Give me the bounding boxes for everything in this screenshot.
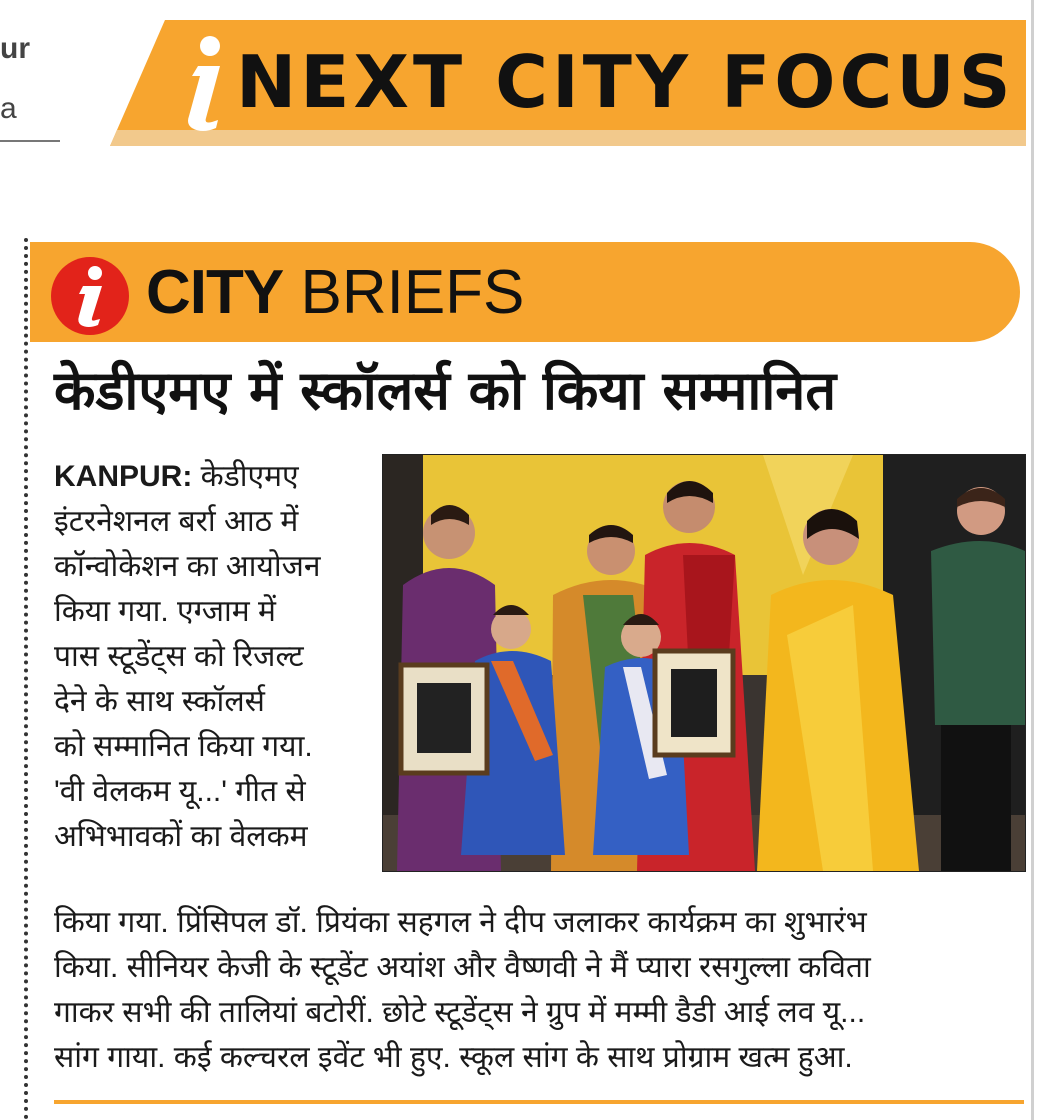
article-line: इंटरनेशनल बर्रा आठ में bbox=[54, 505, 299, 538]
article-line: को सम्मानित किया गया. bbox=[54, 730, 313, 763]
adjacent-text-top: ur bbox=[0, 32, 30, 65]
column-separator bbox=[24, 238, 28, 1120]
article-line: देने के साथ स्कॉलर्स bbox=[54, 685, 265, 718]
i-circle-logo-icon bbox=[50, 256, 130, 336]
article-photo bbox=[382, 454, 1026, 872]
city-briefs-title-rest: BRIEFS bbox=[300, 258, 525, 327]
article-line: किया गया. प्रिंसिपल डॉ. प्रियंका सहगल ने दीप जलाकर कार्यक्रम का शुभारंभ bbox=[54, 906, 867, 939]
inext-i-logo-icon bbox=[176, 34, 232, 132]
article-body-wide bbox=[54, 900, 1024, 1080]
article-headline: केडीएमए में स्कॉलर्स को किया सम्मानित bbox=[54, 359, 837, 422]
article-dateline: KANPUR: bbox=[54, 460, 193, 493]
article-line: किया. सीनियर केजी के स्टूडेंट अयांश और वैष्णवी ने मैं प्यारा रसगुल्ला कविता bbox=[54, 951, 871, 984]
article-line: केडीएमए bbox=[200, 460, 299, 493]
adjacent-text-bottom: a bbox=[0, 92, 17, 125]
page-section-title: NEXT CITY FOCUS bbox=[236, 40, 1015, 124]
article-body-narrow bbox=[54, 454, 376, 859]
article-bottom-rule bbox=[54, 1100, 1024, 1104]
ceremony-photo-illustration bbox=[383, 455, 1025, 871]
article-line: सांग गाया. कई कल्चरल इवेंट भी हुए. स्कूल सांग के साथ प्रोग्राम खत्म हुआ. bbox=[54, 1041, 853, 1074]
article-line: किया गया. एग्जाम में bbox=[54, 595, 276, 628]
city-briefs-title bbox=[146, 258, 524, 328]
article-first-line bbox=[54, 454, 376, 499]
article-line: 'वी वेलकम यू...' गीत से bbox=[54, 775, 306, 808]
article-line: पास स्टूडेंट्स को रिजल्ट bbox=[54, 640, 304, 673]
header-banner-stripe bbox=[110, 130, 1026, 146]
city-briefs-title-bold: CITY bbox=[146, 258, 284, 327]
article-line: गाकर सभी की तालियां बटोरीं. छोटे स्टूडेंट्स ने ग्रुप में मम्मी डैडी आई लव यू... bbox=[54, 996, 866, 1029]
adjacent-divider bbox=[0, 140, 60, 142]
article-line: अभिभावकों का वेलकम bbox=[54, 820, 308, 853]
page-edge bbox=[1031, 0, 1034, 1120]
article-line: कॉन्वोकेशन का आयोजन bbox=[54, 550, 321, 583]
